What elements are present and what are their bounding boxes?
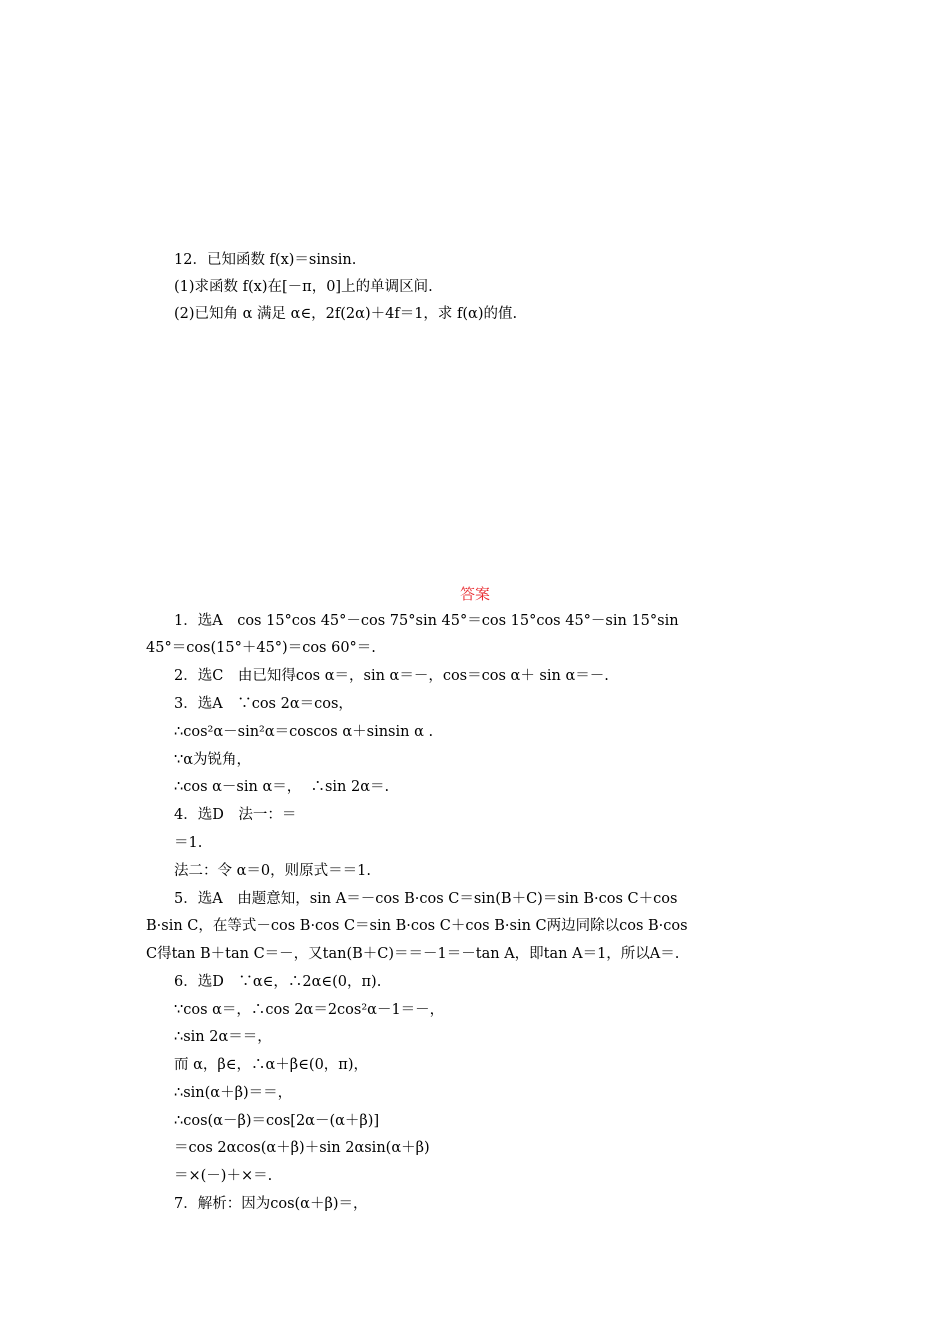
answer-line: 3．选A ∵cos 2α＝cos，	[174, 696, 353, 712]
answer-line: C得tan B＋tan C＝－，又tan(B＋C)＝＝－1＝－tan A，即tan A＝1，所以A＝.	[146, 946, 680, 962]
answer-line: 2．选C 由已知得cos α＝，sin α＝－，cos＝cos α＋ sin α＝－.	[174, 668, 609, 684]
answer-line: ∴cos α－sin α＝， ∴sin 2α＝.	[174, 779, 390, 795]
answers-title: 答案	[459, 585, 490, 603]
problem-part-2: (2)已知角 α 满足 α∈，2f(2α)＋4f＝1，求 f(α)的值.	[174, 306, 518, 322]
answer-line: 7．解析：因为cos(α＋β)＝，	[174, 1196, 368, 1212]
problem-statement: 12．已知函数 f(x)＝sinsin.	[174, 252, 357, 268]
answer-line: B·sin C，在等式－cos B·cos C＝sin B·cos C＋cos B·sin C两边同除以cos B·cos	[146, 918, 688, 934]
problem-part-1: (1)求函数 f(x)在[－π，0]上的单调区间.	[174, 279, 433, 295]
answer-line: ＝1.	[174, 835, 203, 851]
answer-line: ∵cos α＝，∴cos 2α＝2cos²α－1＝－，	[174, 1002, 445, 1018]
answer-line: ＝×(－)＋×＝.	[174, 1168, 273, 1184]
answer-line: 6．选D ∵α∈，∴2α∈(0，π).	[174, 974, 382, 990]
answer-line: 法二：令 α＝0，则原式＝＝1.	[174, 863, 371, 879]
answer-line: 45°＝cos(15°＋45°)＝cos 60°＝.	[146, 640, 376, 656]
answer-line: ∴sin 2α＝＝，	[174, 1029, 272, 1045]
answer-line: 4．选D 法一：＝	[174, 807, 297, 823]
answer-line: ＝cos 2αcos(α＋β)＋sin 2αsin(α＋β)	[174, 1140, 430, 1156]
answer-line: ∴cos²α－sin²α＝coscos α＋sinsin α .	[174, 724, 434, 740]
answer-line: 1．选A cos 15°cos 45°－cos 75°sin 45°＝cos 15°cos 45°－sin 15°sin	[174, 613, 679, 629]
answer-line: ∴sin(α＋β)＝＝，	[174, 1085, 293, 1101]
answer-line: ∵α为锐角，	[174, 752, 252, 768]
answer-line: 而 α，β∈，∴α＋β∈(0，π)，	[174, 1057, 368, 1073]
answer-line: ∴cos(α－β)＝cos[2α－(α＋β)]	[174, 1113, 380, 1129]
answer-line: 5．选A 由题意知，sin A＝－cos B·cos C＝sin(B＋C)＝sin B·cos C＋cos	[174, 891, 678, 907]
